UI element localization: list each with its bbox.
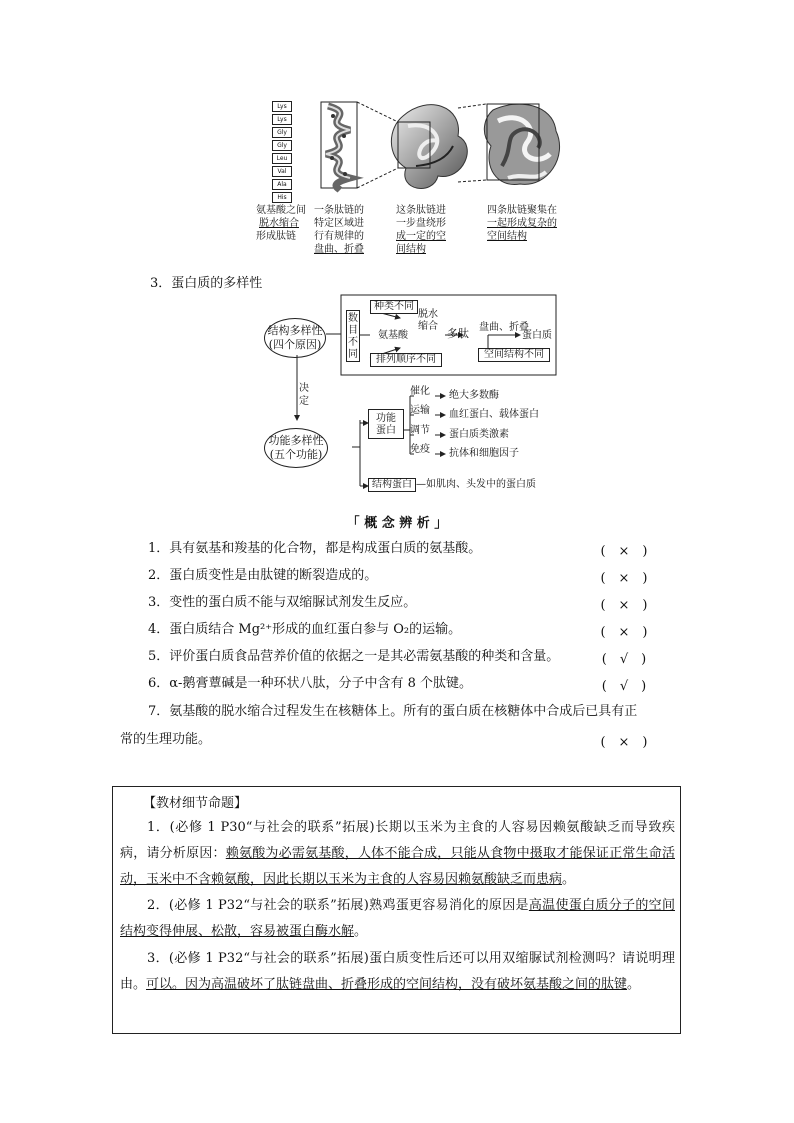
amino-acid-label: Lys [272, 101, 292, 112]
quaternary-structure [484, 104, 559, 184]
answer-mark: ( √ ) [601, 652, 647, 667]
structural-protein-box: 结构蛋白 [368, 478, 416, 492]
function-example: 蛋白质类激素 [449, 429, 509, 440]
concept-analysis-title: 「 概 念 辨 析 」 [346, 516, 448, 531]
textbook-box-title: 【教材细节命题】 [143, 796, 248, 811]
concept-item-7-line1: 7．氨基酸的脱水缩合过程发生在核糖体上。所有的蛋白质在核糖体中合成后已具有正 [148, 704, 638, 719]
answer-text: 赖氨酸为必需氨基酸，人体不能合成，只能从食物中摄取才能保证正常生命活动，玉米中不含赖氨酸，因此长期以玉米为主食的人容易因赖氨酸缺乏而患病 [120, 846, 675, 887]
answer-mark: ( × ) [600, 598, 648, 613]
dehydration-label: 脱水 缩合 [418, 309, 438, 332]
answer-mark: ( × ) [600, 625, 648, 640]
concept-item-7-line2: 常的生理功能。 [120, 732, 212, 747]
space-structure-box: 空间结构不同 [478, 348, 550, 362]
function-verb: 免疫 [410, 444, 430, 455]
answer-mark: ( × ) [600, 544, 648, 559]
function-example: 抗体和细胞因子 [449, 448, 519, 459]
textbook-question-2: 2．(必修 1 P32“与社会的联系”拓展)熟鸡蛋更容易消化的原因是高温使蛋白质分子的空间结构变得伸展、松散，容易被蛋白酶水解。 [120, 898, 675, 939]
concept-item: 1．具有氨基和羧基的化合物，都是构成蛋白质的氨基酸。 [148, 541, 482, 556]
section-title: 3．蛋白质的多样性 [150, 276, 263, 291]
peptide-node: 多肽 [447, 327, 469, 340]
amino-acid-label: His [272, 192, 292, 203]
amino-acid-label: Gly [272, 140, 292, 151]
concept-item: 5．评价蛋白质食品营养价值的依据之一是其必需氨基酸的种类和含量。 [148, 649, 560, 664]
amino-acid-node: 氨基酸 [378, 330, 408, 341]
function-example: 血红蛋白、载体蛋白 [449, 409, 539, 420]
protein-structure-illustration [288, 96, 588, 200]
textbook-question-1: 1．(必修 1 P30“与社会的联系”拓展)长期以玉米为主食的人容易因赖氨酸缺乏而导致疾病，请分析原因：赖氨酸为必需氨基酸，人体不能合成，只能从食物中摄取才能保证正常生命活动，玉米中不含赖氨酸，因此长期以玉米为主食的人容易因赖氨酸缺乏而患病。 [120, 820, 675, 887]
tertiary-structure [391, 105, 467, 189]
amino-acid-label: Ala [272, 179, 292, 190]
textbook-question-3: 3．(必修 1 P32“与社会的联系”拓展)蛋白质变性后还可以用双缩脲试剂检测吗？请说明理由。可以。因为高温破坏了肽链盘曲、折叠形成的空间结构，没有破坏氨基酸之间的肽键。 [120, 951, 675, 992]
structural-protein-example: —如肌肉、头发中的蛋白质 [416, 479, 536, 490]
decide-label: 决 定 [299, 383, 309, 407]
order-different-box: 排列顺序不同 [370, 353, 442, 367]
concept-item: 6．α-鹅膏蕈碱是一种环状八肽，分子中含有 8 个肽键。 [148, 676, 472, 691]
concept-item: 3．变性的蛋白质不能与双缩脲试剂发生反应。 [148, 595, 417, 610]
answer-text: 高温使蛋白质分子的空间结构变得伸展、松散，容易被蛋白酶水解 [120, 898, 675, 939]
amino-acid-label: Gly [272, 127, 292, 138]
amino-acid-label: Lys [272, 114, 292, 125]
concept-item: 2．蛋白质变性是由肽键的断裂造成的。 [148, 568, 378, 583]
function-diversity-oval: 功能多样性 (五个功能) [264, 428, 328, 468]
protein-node: 蛋白质 [522, 330, 552, 341]
function-verb: 运输 [410, 405, 430, 416]
answer-text: 可以。因为高温破坏了肽链盘曲、折叠形成的空间结构，没有破坏氨基酸之间的肽键 [146, 977, 628, 992]
function-example: 绝大多数酶 [449, 390, 499, 401]
functional-protein-box: 功能 蛋白 [368, 409, 404, 439]
kind-different-box: 种类不同 [370, 300, 418, 314]
answer-mark: ( √ ) [601, 679, 647, 694]
number-different-box: 数 目 不 同 [346, 310, 360, 362]
function-verb: 调节 [410, 425, 430, 436]
concept-item: 4．蛋白质结合 Mg²⁺形成的血红蛋白参与 O₂的运输。 [148, 622, 462, 637]
function-verb: 催化 [410, 386, 430, 397]
figure-caption-4: 四条肽链聚集在 一起形成复杂的 空间结构 [487, 205, 557, 242]
helix-secondary-structure [321, 102, 357, 190]
structure-diversity-oval: 结构多样性 (四个原因) [264, 318, 326, 358]
amino-acid-label: Leu [272, 153, 292, 164]
fold-label: 盘曲、折叠 [479, 322, 529, 333]
figure-caption-1: 氨基酸之间 脱水缩合 形成肽链 [256, 205, 306, 242]
figure-caption-2: 一条肽链的 特定区域进 行有规律的 盘曲、折叠 [314, 205, 364, 255]
answer-mark: ( × ) [600, 571, 648, 586]
amino-acid-label: Val [272, 166, 292, 177]
figure-caption-3: 这条肽链进 一步盘绕形 成一定的空 间结构 [396, 205, 446, 255]
answer-mark: ( × ) [600, 735, 648, 750]
